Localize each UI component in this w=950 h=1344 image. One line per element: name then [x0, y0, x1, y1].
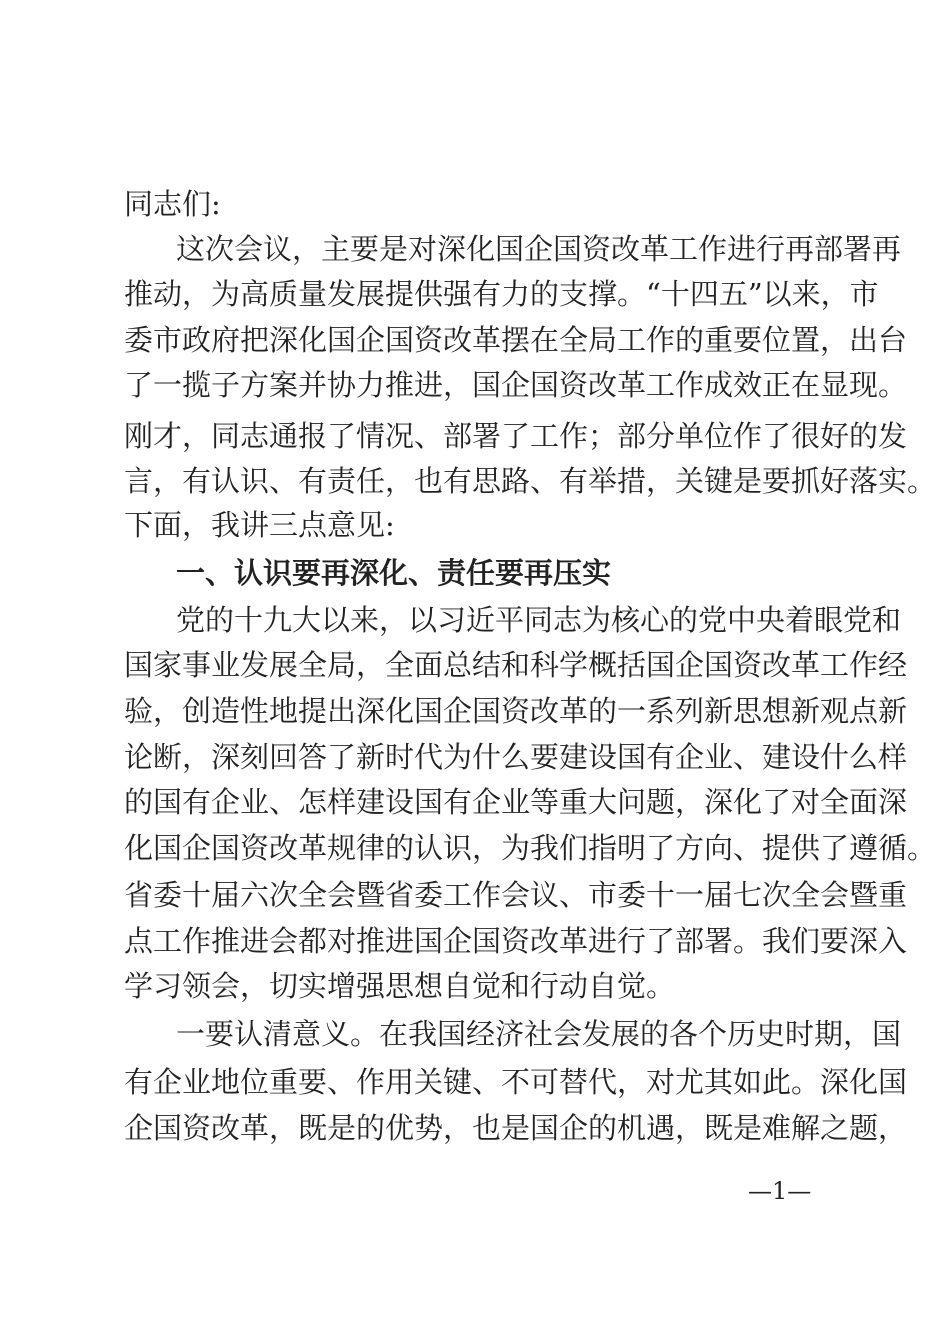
text-line: 刚才，同志通报了情况、部署了工作；部分单位作了很好的发: [124, 419, 908, 453]
text-line: 的国有企业、怎样建设国有企业等重大问题，深化了对全面深: [124, 785, 908, 819]
text-line: 点工作推进会都对推进国企国资改革进行了部署。我们要深入: [124, 924, 908, 958]
section-heading: 一、认识要再深化、责任要再压实: [176, 556, 612, 590]
text-line: 验，创造性地提出深化国企国资改革的一系列新思想新观点新: [124, 694, 908, 728]
text-line: 国家事业发展全局，全面总结和科学概括国企国资改革工作经: [124, 648, 908, 682]
text-line: 同志们:: [124, 187, 221, 221]
text-line: 论断，深刻回答了新时代为什么要建设国有企业、建设什么样: [124, 740, 908, 774]
text-line: 一要认清意义。在我国经济社会发展的各个历史时期，国: [176, 1017, 902, 1051]
text-line: 党的十九大以来，以习近平同志为核心的党中央着眼党和: [176, 603, 902, 637]
text-line: 了一揽子方案并协力推进，国企国资改革工作成效正在显现。: [124, 368, 908, 402]
text-line: 学习领会，切实增强思想自觉和行动自觉。: [124, 969, 676, 1003]
text-line: 有企业地位重要、作用关键、不可替代，对尤其如此。深化国: [124, 1065, 908, 1099]
text-line: 言，有认识、有责任，也有思路、有举措，关键是要抓好落实。: [124, 464, 937, 498]
page-number: —1—: [748, 1177, 812, 1205]
text-line: 下面，我讲三点意见:: [124, 508, 395, 542]
text-line: 企国资改革，既是的优势，也是国企的机遇，既是难解之题，: [124, 1111, 908, 1145]
text-line: 这次会议，主要是对深化国企国资改革工作进行再部署再: [176, 232, 902, 266]
text-line: 化国企国资改革规律的认识，为我们指明了方向、提供了遵循。: [124, 831, 937, 865]
text-line: 省委十届六次全会暨省委工作会议、市委十一届七次全会暨重: [124, 878, 908, 912]
text-line: 委市政府把深化国企国资改革摆在全局工作的重要位置，出台: [124, 323, 908, 357]
text-line: 推动，为高质量发展提供强有力的支撑。“十四五”以来，市: [124, 277, 879, 311]
